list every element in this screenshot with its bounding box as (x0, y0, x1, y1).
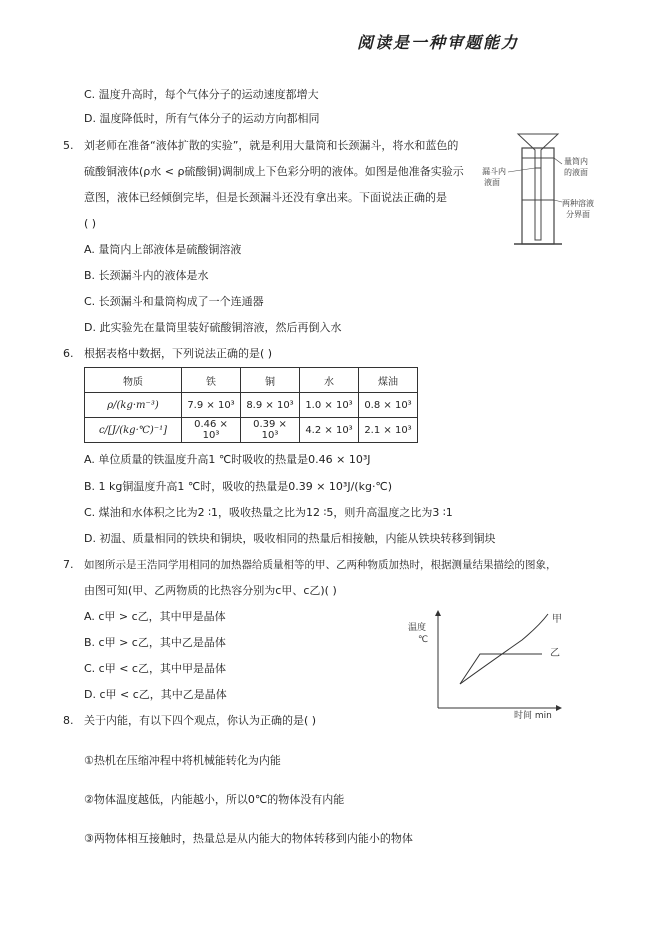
q8-statement-2: ②物体温度越低，内能越小，所以0℃的物体没有内能 (84, 793, 345, 806)
temperature-time-graph (402, 608, 582, 720)
fig-label-interface-1: 两种溶液 (562, 199, 594, 208)
q8-statement-1: ①热机在压缩冲程中将机械能转化为内能 (84, 754, 281, 767)
page-header-title: 阅读是一种审题能力 (357, 33, 520, 52)
graph-xlabel: 时间 min (514, 711, 552, 720)
q5-stem-line-3: 意图，液体已经倾倒完毕，但是长颈漏斗还没有拿出来。下面说法正确的是 (84, 191, 447, 204)
graph-series-jia-label: 甲 (552, 614, 562, 625)
q5-option-d: D. 此实验先在量筒里装好硫酸铜溶液，然后再倒入水 (84, 321, 342, 334)
table-cell: 2.1 × 10³ (359, 418, 418, 443)
table-cell: 4.2 × 10³ (300, 418, 359, 443)
table-header-row (85, 368, 418, 393)
q7-option-b: B. c甲 > c乙，其中乙是晶体 (84, 636, 226, 649)
q5-answer-bracket: ( ) (84, 217, 97, 230)
table-cell: 7.9 × 10³ (182, 393, 241, 418)
q5-stem-line-2: 硫酸铜液体(ρ水 < ρ硫酸铜)调制成上下色彩分明的液体。如图是他准备实验示 (84, 165, 464, 178)
q7-stem-line-1: 如图所示是王浩同学用相同的加热器给质量相等的甲、乙两种物质加热时，根据测量结果描绘的图象， (84, 559, 557, 571)
graph-ylabel-line-2: ℃ (418, 635, 429, 645)
q8-number: 8. (63, 714, 74, 727)
table-cell: c/[J/(kg·℃)⁻¹] (85, 418, 182, 443)
fig-label-cylinder-2: 的液面 (564, 168, 588, 177)
q5-number: 5. (63, 139, 74, 152)
q5-option-a: A. 量筒内上部液体是硫酸铜溶液 (84, 243, 242, 256)
fig-label-interface-2: 分界面 (566, 210, 590, 219)
table-header-cell: 铜 (241, 368, 300, 393)
fig-label-cylinder-1: 量筒内 (564, 157, 588, 166)
q5-option-b: B. 长颈漏斗内的液体是水 (84, 269, 209, 282)
q6-option-c: C. 煤油和水体积之比为2 ∶1，吸收热量之比为12 ∶5，则升高温度之比为3 ∶1 (84, 506, 453, 519)
q6-option-d: D. 初温、质量相同的铁块和铜块，吸收相同的热量后相接触，内能从铁块转移到铜块 (84, 532, 496, 545)
table-header-cell: 铁 (182, 368, 241, 393)
q6-option-a: A. 单位质量的铁温度升高1 ℃时吸收的热量是0.46 × 10³J (84, 453, 371, 466)
table-header-cell: 物质 (85, 368, 182, 393)
q8-statement-3: ③两物体相互接触时，热量总是从内能大的物体转移到内能小的物体 (84, 832, 413, 845)
table-cell: 1.0 × 10³ (300, 393, 359, 418)
table-header-cell: 水 (300, 368, 359, 393)
table-header-cell: 煤油 (359, 368, 418, 393)
graph-ylabel-line-1: 温度 (408, 623, 427, 633)
fig-label-funnel-2: 液面 (484, 178, 500, 187)
q6-data-table (84, 367, 418, 443)
q6-stem: 根据表格中数据，下列说法正确的是( ) (84, 347, 273, 360)
q8-stem: 关于内能，有以下四个观点，你认为正确的是( ) (84, 714, 317, 727)
graph-series-yi-label: 乙 (550, 648, 560, 659)
table-row (85, 418, 418, 443)
q5-stem-line-1: 刘老师在准备“液体扩散的实验”，就是利用大量筒和长颈漏斗，将水和蓝色的 (84, 139, 459, 152)
table-cell: 0.46 × 10³ (182, 418, 241, 443)
table-row (85, 393, 418, 418)
table-cell: ρ/(kg·m⁻³) (85, 393, 182, 418)
funnel-cylinder-figure (478, 128, 608, 250)
fig-label-funnel-1: 漏斗内 (482, 167, 506, 176)
q7-number: 7. (63, 558, 74, 571)
q4-option-d: D. 温度降低时，所有气体分子的运动方向都相同 (84, 112, 320, 125)
q7-option-a: A. c甲 > c乙，其中甲是晶体 (84, 610, 226, 623)
table-cell: 0.8 × 10³ (359, 393, 418, 418)
q6-number: 6. (63, 347, 74, 360)
q5-option-c: C. 长颈漏斗和量筒构成了一个连通器 (84, 295, 264, 308)
q6-option-b: B. 1 kg铜温度升高1 ℃时，吸收的热量是0.39 × 10³J/(kg·℃) (84, 480, 393, 493)
q7-option-c: C. c甲 < c乙，其中甲是晶体 (84, 662, 226, 675)
q7-stem-line-2: 由图可知(甲、乙两物质的比热容分别为c甲、c乙)( ) (84, 584, 337, 597)
q4-option-c: C. 温度升高时，每个气体分子的运动速度都增大 (84, 88, 319, 101)
table-cell: 0.39 × 10³ (241, 418, 300, 443)
table-cell: 8.9 × 10³ (241, 393, 300, 418)
q7-option-d: D. c甲 < c乙，其中乙是晶体 (84, 688, 227, 701)
